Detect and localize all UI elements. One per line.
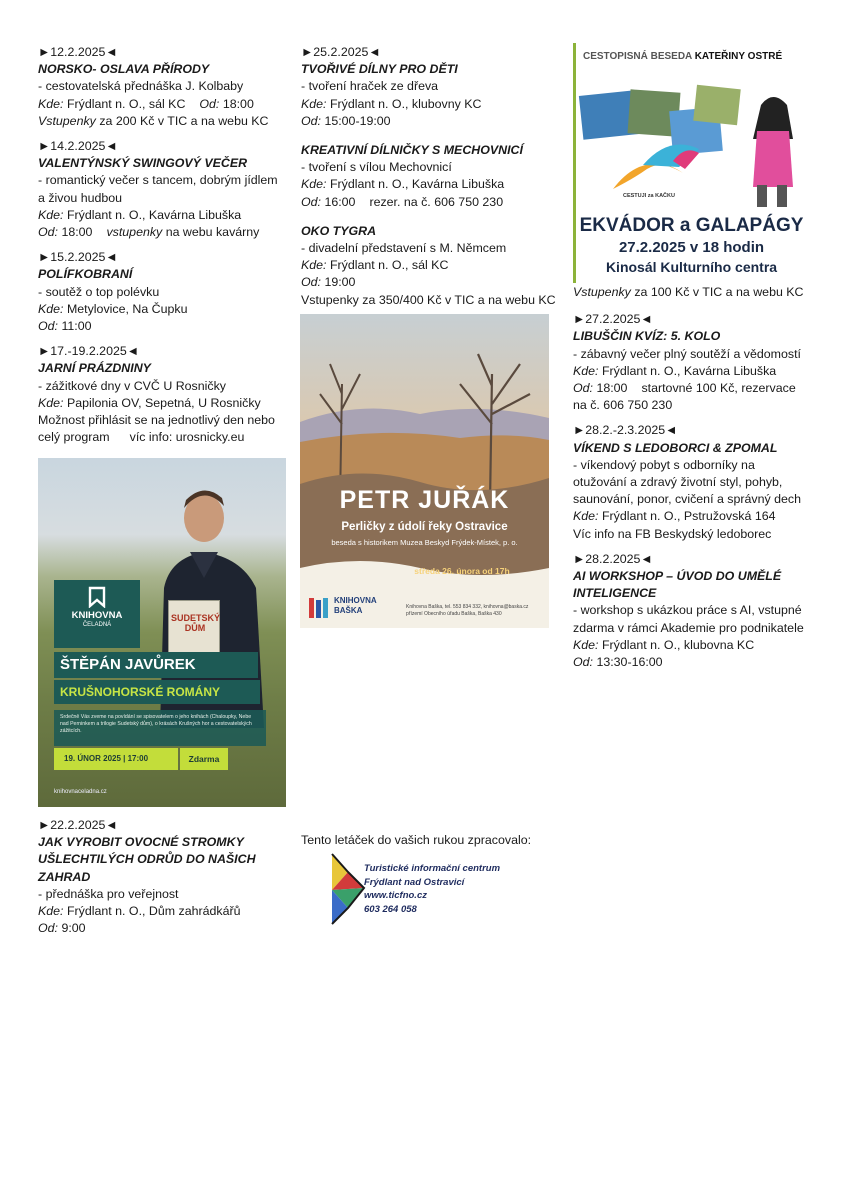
event-kreativni-dilnicky bbox=[301, 142, 563, 211]
event-desc: otužování a zdravý životní styl, pohyb, bbox=[573, 475, 783, 490]
event-title: LIBUŠČIN KVÍZ: 5. KOLO bbox=[573, 329, 721, 344]
tic-logo-icon bbox=[328, 852, 368, 926]
bookmark-icon bbox=[87, 586, 107, 608]
event-jarni-prazdniny bbox=[38, 343, 288, 446]
book-title: SUDETSKÝ DŮM bbox=[171, 613, 221, 633]
tic-town: Frýdlant nad Ostravicí bbox=[364, 876, 465, 888]
kde-label: Kde: bbox=[38, 904, 64, 919]
event-desc: - workshop s ukázkou práce s AI, vstupné bbox=[573, 603, 802, 618]
event-info: Možnost přihlásit se na jednotlivý den nebo bbox=[38, 413, 275, 428]
travel-collage bbox=[573, 69, 810, 209]
credit-text: Tento letáček do vašich rukou zpracovalo: bbox=[301, 833, 532, 847]
event-date: ►25.2.2025◄ bbox=[301, 45, 381, 59]
event-note: na č. 606 750 230 bbox=[573, 398, 673, 413]
event-note: rezer. na č. 606 750 230 bbox=[369, 194, 504, 209]
kde-label: Kde: bbox=[301, 96, 327, 111]
kde-label: Kde: bbox=[38, 96, 64, 111]
event-time: 9:00 bbox=[61, 921, 86, 936]
event-norsko bbox=[38, 44, 288, 130]
poster-javurek bbox=[38, 458, 286, 807]
poster-jurak bbox=[300, 314, 549, 628]
tic-phone: 603 264 058 bbox=[364, 903, 417, 915]
kde-label: Kde: bbox=[38, 207, 64, 222]
od-label: Od: bbox=[301, 113, 321, 128]
column-left-bottom bbox=[38, 817, 288, 945]
event-time: 18:00 bbox=[222, 96, 254, 111]
tic-contact bbox=[364, 862, 500, 916]
event-title: JARNÍ PRÁZDNINY bbox=[38, 361, 151, 376]
event-note: startovné 100 Kč, rezervace bbox=[641, 381, 796, 396]
event-place: Frýdlant n. O., klubovny KC bbox=[329, 96, 482, 111]
poster-title: PETR JUŘÁK bbox=[339, 486, 510, 514]
event-place: Frýdlant n. O., sál KC bbox=[329, 258, 449, 273]
event-time: 11:00 bbox=[61, 319, 92, 334]
od-label: Od: bbox=[38, 225, 58, 240]
od-label: Od: bbox=[573, 381, 593, 396]
event-date: ►12.2.2025◄ bbox=[38, 45, 118, 59]
event-date: ►14.2.2025◄ bbox=[38, 139, 118, 154]
event-time: 18:00 bbox=[61, 225, 93, 240]
poster-subtitle: Perličky z údolí řeky Ostravice bbox=[341, 521, 508, 533]
event-title: TVOŘIVÉ DÍLNY PRO DĚTI bbox=[301, 62, 458, 77]
event-oko-tygra bbox=[301, 223, 563, 309]
poster-free: Zdarma bbox=[180, 748, 228, 770]
event-desc: a živou hudbou bbox=[38, 190, 123, 205]
event-place: Metylovice, Na Čupku bbox=[66, 301, 188, 316]
event-place: Frýdlant n. O., Kavárna Libuška bbox=[66, 207, 242, 222]
library-logo bbox=[308, 596, 388, 622]
tickets-label: Vstupenky bbox=[573, 285, 631, 299]
poster-heading bbox=[583, 51, 810, 63]
event-time: 16:00 bbox=[324, 194, 356, 209]
kde-label: Kde: bbox=[38, 301, 64, 316]
poster-ekvador bbox=[573, 43, 810, 283]
event-title: OKO TYGRA bbox=[301, 223, 377, 238]
event-desc: - divadelní představení s M. Němcem bbox=[301, 241, 507, 256]
event-time: 18:00 bbox=[596, 381, 628, 396]
event-valentyn bbox=[38, 138, 288, 241]
poster-description: beseda s historikem Muzea Beskyd Frýdek-Místek, p. o. bbox=[331, 538, 518, 547]
event-place: Papilonia OV, Sepetná, U Rosničky bbox=[66, 395, 261, 410]
author-name: ŠTĚPÁN JAVŮREK bbox=[54, 652, 258, 678]
event-title: KREATIVNÍ DÍLNIČKY S MECHOVNICÍ bbox=[301, 143, 523, 158]
event-desc: zdarma v rámci Akademie pro podnikatele bbox=[573, 620, 804, 635]
event-title: AI WORKSHOP – ÚVOD DO UMĚLÉ bbox=[573, 569, 782, 584]
event-date: ►28.2.-2.3.2025◄ bbox=[573, 423, 678, 438]
event-desc: - soutěž o top polévku bbox=[38, 284, 160, 299]
event-desc: - zážitkové dny v CVČ U Rosničky bbox=[38, 378, 226, 393]
event-info: Víc info na FB Beskydský ledoborec bbox=[573, 526, 772, 541]
poster-venue: Kinosál Kulturního centra bbox=[605, 259, 778, 275]
event-time: 13:30-16:00 bbox=[596, 655, 663, 670]
tickets-label: Vstupenky bbox=[38, 113, 96, 128]
poster-web: knihovnaceladna.cz bbox=[54, 789, 107, 795]
event-tickets: za 100 Kč v TIC a na webu KC bbox=[634, 285, 804, 299]
tic-web[interactable]: www.ticfno.cz bbox=[364, 890, 427, 901]
event-title: NORSKO- OSLAVA PŘÍRODY bbox=[38, 62, 210, 77]
poster-title: EKVÁDOR a GALAPÁGY bbox=[579, 215, 804, 236]
event-desc: saunování, ponor, cvičení a správný dech bbox=[573, 492, 801, 507]
od-label: Od: bbox=[301, 275, 321, 290]
kde-label: Kde: bbox=[38, 395, 64, 410]
event-title: ZAHRAD bbox=[38, 869, 91, 884]
event-ovocne-stromky bbox=[38, 817, 288, 937]
library-logo bbox=[54, 580, 140, 648]
event-web: víc info: urosnicky.eu bbox=[129, 430, 245, 445]
event-tickets: na webu kavárny bbox=[165, 225, 260, 240]
od-label: Od: bbox=[38, 921, 58, 936]
event-date: ►22.2.2025◄ bbox=[38, 818, 118, 832]
poster-heading-b: KATEŘINY OSTRÉ bbox=[694, 51, 783, 62]
event-libuscin-kviz bbox=[573, 311, 833, 414]
poster-invitation: Srdečně Vás zveme na povídání se spisovatelem o jeho knihách (Chaloupky, Nebe nad Perninkem a trilogie Sudetský dům), o krásách Krušných hor a cestovatelských zážitcích. bbox=[54, 710, 266, 746]
od-label: Od: bbox=[301, 194, 321, 209]
event-title: UŠLECHTILÝCH ODRŮD DO NAŠICH bbox=[38, 852, 256, 867]
event-title: INTELIGENCE bbox=[573, 586, 657, 601]
od-label: Od: bbox=[573, 655, 593, 670]
library-place: ČELADNÁ bbox=[82, 622, 112, 628]
od-label: Od: bbox=[199, 96, 220, 111]
kde-label: Kde: bbox=[573, 509, 599, 524]
poster-date: 27.2.2025 v 18 hodin bbox=[618, 239, 765, 256]
event-tickets: Vstupenky za 350/400 Kč v TIC a na webu KC bbox=[301, 292, 556, 307]
event-tvorive-dilny bbox=[301, 44, 563, 130]
event-vikend-ledoborci bbox=[573, 422, 833, 542]
event-place: Frýdlant n. O., Kavárna Libuška bbox=[329, 177, 505, 192]
library-name: KNIHOVNA BAŠKA bbox=[334, 596, 377, 615]
event-date: ►27.2.2025◄ bbox=[573, 312, 653, 327]
kde-label: Kde: bbox=[301, 258, 327, 273]
event-title: VALENTÝNSKÝ SWINGOVÝ VEČER bbox=[38, 156, 248, 171]
event-title: POLÍFKOBRANÍ bbox=[38, 267, 133, 282]
tickets-label: vstupenky bbox=[106, 225, 163, 240]
event-title: JAK VYROBIT OVOCNÉ STROMKY bbox=[38, 835, 244, 850]
kde-label: Kde: bbox=[573, 637, 599, 652]
event-tickets: za 200 Kč v TIC a na webu KC bbox=[99, 113, 269, 128]
event-date: ►17.-19.2.2025◄ bbox=[38, 344, 140, 359]
event-desc: - romantický večer s tancem, dobrým jídlem bbox=[38, 173, 278, 188]
event-ai-workshop bbox=[573, 551, 833, 671]
event-date: ►28.2.2025◄ bbox=[573, 551, 653, 566]
event-place: Frýdlant n. O., sál KC bbox=[66, 96, 186, 111]
column-middle bbox=[301, 44, 563, 317]
event-desc: - tvoření s vílou Mechovnicí bbox=[301, 160, 452, 175]
books-icon bbox=[308, 596, 330, 620]
library-address: Knihovna Baška, tel. 553 834 332, knihovna@baska.cz přízemí Obecního úřadu Baška, Baška 430 bbox=[406, 604, 529, 617]
event-desc: - tvoření hraček ze dřeva bbox=[301, 79, 439, 94]
event-desc: - přednáška pro veřejnost bbox=[38, 886, 179, 901]
event-title: VÍKEND S LEDOBORCI & ZPOMAL bbox=[573, 440, 778, 455]
event-place: Frýdlant n. O., Dům zahrádkářů bbox=[66, 904, 241, 919]
poster-date: 19. ÚNOR 2025 | 17:00 bbox=[54, 748, 178, 770]
poster-subtitle: KRUŠNOHORSKÉ ROMÁNY bbox=[54, 680, 260, 704]
column-right bbox=[573, 284, 833, 679]
poster-heading-a: CESTOPISNÁ BESEDA bbox=[583, 51, 692, 62]
poster-date: středa 26. února od 17h bbox=[414, 566, 510, 576]
column-left bbox=[38, 44, 288, 454]
event-place: Frýdlant n. O., Pstružovská 164 bbox=[601, 509, 776, 524]
kde-label: Kde: bbox=[301, 177, 327, 192]
event-desc: - víkendový pobyt s odborníky na bbox=[573, 457, 755, 472]
event-time: 19:00 bbox=[324, 275, 356, 290]
event-desc: - cestovatelská přednáška J. Kolbaby bbox=[38, 79, 244, 94]
event-place: Frýdlant n. O., klubovna KC bbox=[601, 637, 755, 652]
event-polifkobrani bbox=[38, 249, 288, 335]
event-time: 15:00-19:00 bbox=[324, 113, 391, 128]
od-label: Od: bbox=[38, 319, 58, 334]
event-place: Frýdlant n. O., Kavárna Libuška bbox=[601, 363, 777, 378]
event-date: ►15.2.2025◄ bbox=[38, 250, 118, 265]
library-name: KNIHOVNA bbox=[71, 610, 123, 621]
kde-label: Kde: bbox=[573, 363, 599, 378]
event-info: celý program bbox=[38, 430, 110, 445]
event-desc: - zábavný večer plný soutěží a vědomostí bbox=[573, 346, 801, 361]
brand-label: CESTUJI za KAČKU bbox=[623, 193, 675, 199]
tic-name: Turistické informační centrum bbox=[364, 863, 501, 874]
